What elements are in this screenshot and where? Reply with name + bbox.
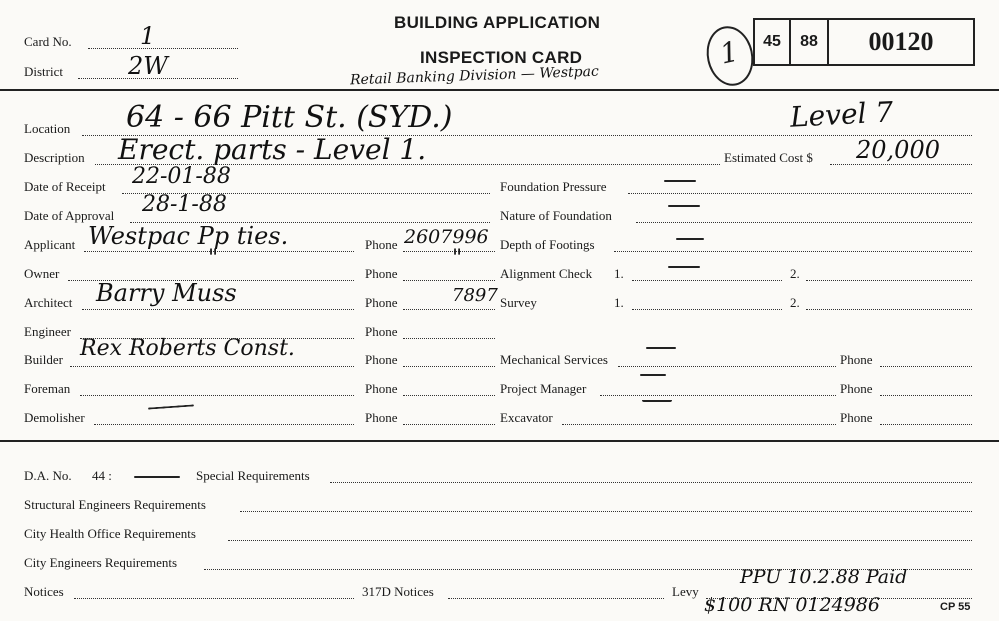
demolisher-line <box>94 424 354 425</box>
estimated-cost-label: Estimated Cost $ <box>724 150 813 165</box>
architect-line <box>82 309 354 310</box>
estimated-cost-line <box>830 164 972 165</box>
special-requirements-label: Special Requirements <box>196 468 310 483</box>
card-no-label: Card No. <box>24 34 72 49</box>
levy-label: Levy <box>672 584 699 599</box>
builder-value: Rex Roberts Const. <box>80 336 295 361</box>
engineer-phone-line <box>403 338 495 339</box>
city-health-line <box>228 540 972 541</box>
card-no-line <box>88 48 238 49</box>
top-rule <box>0 89 999 91</box>
depth-of-footings-label: Depth of Footings <box>500 237 595 252</box>
owner-phone-label: Phone <box>365 266 398 281</box>
header-note: Retail Banking Division — Westpac <box>349 63 600 89</box>
date-of-approval-label: Date of Approval <box>24 208 115 223</box>
survey-label: Survey <box>500 295 537 310</box>
alignment-check-dash <box>668 266 700 268</box>
excavator-phone-line <box>880 424 972 425</box>
owner-phone-line <box>403 280 495 281</box>
location-value: 64 - 66 Pitt St. (SYD.) <box>126 100 453 135</box>
foundation-pressure-dash <box>664 180 696 182</box>
location-extra: Level 7 <box>789 95 895 134</box>
owner-value: " <box>208 246 219 271</box>
file-number-box <box>753 18 975 66</box>
circled-number-mark <box>701 22 758 90</box>
da-no-label: D.A. No. <box>24 468 72 483</box>
architect-value: Barry Muss <box>96 279 237 307</box>
notices-317d-line <box>448 598 664 599</box>
alignment-check-2-line <box>806 280 972 281</box>
location-label: Location <box>24 121 71 136</box>
mechanical-services-line <box>618 366 836 367</box>
nature-of-foundation-line <box>636 222 972 223</box>
foreman-phone-line <box>403 395 495 396</box>
engineer-phone-label: Phone <box>365 324 398 339</box>
applicant-phone-line <box>403 251 495 252</box>
excavator-phone-label: Phone <box>840 410 873 425</box>
file-number-part-2: 88 <box>800 33 818 50</box>
special-requirements-line <box>330 482 972 483</box>
nature-of-foundation-dash <box>668 205 700 207</box>
district-value: 2W <box>128 52 168 80</box>
applicant-line <box>84 251 354 252</box>
builder-phone-line <box>403 366 495 367</box>
architect-phone-label: Phone <box>365 295 398 310</box>
depth-of-footings-dash <box>676 238 704 240</box>
excavator-dash <box>642 400 672 402</box>
builder-phone-label: Phone <box>365 352 398 367</box>
engineer-label: Engineer <box>24 324 71 339</box>
architect-label: Architect <box>24 295 73 310</box>
project-manager-phone-line <box>880 395 972 396</box>
owner-label: Owner <box>24 266 60 281</box>
circled-number: 1 <box>717 34 742 71</box>
city-health-label: City Health Office Requirements <box>24 526 196 541</box>
excavator-line <box>562 424 836 425</box>
foundation-pressure-line <box>628 193 972 194</box>
estimated-cost-value: 20,000 <box>856 136 940 164</box>
levy-value: PPU 10.2.88 Paid <box>740 566 908 588</box>
depth-of-footings-line <box>614 251 972 252</box>
demolisher-dash <box>148 404 194 409</box>
date-of-receipt-value: 22-01-88 <box>132 164 231 189</box>
demolisher-phone-line <box>403 424 495 425</box>
da-no-value: 44 : <box>92 468 112 483</box>
applicant-label: Applicant <box>24 237 76 252</box>
mechanical-services-phone-line <box>880 366 972 367</box>
middle-rule <box>0 440 999 442</box>
owner-phone-value: " <box>452 246 463 271</box>
nature-of-foundation-label: Nature of Foundation <box>500 208 612 223</box>
title-line-1: BUILDING APPLICATION <box>394 13 601 32</box>
architect-phone-line <box>403 309 495 310</box>
date-of-receipt-label: Date of Receipt <box>24 179 106 194</box>
mechanical-services-dash <box>646 347 676 349</box>
receipt-value: $100 RN 0124986 <box>704 594 880 616</box>
project-manager-label: Project Manager <box>500 381 587 396</box>
structural-engineers-label: Structural Engineers Requirements <box>24 497 206 512</box>
project-manager-line <box>600 395 836 396</box>
mechanical-services-phone-label: Phone <box>840 352 873 367</box>
survey-1-label: 1. <box>614 295 624 310</box>
alignment-check-1-label: 1. <box>614 266 624 281</box>
survey-1-line <box>632 309 782 310</box>
demolisher-phone-label: Phone <box>365 410 398 425</box>
alignment-check-label: Alignment Check <box>500 266 593 281</box>
alignment-check-2-label: 2. <box>790 266 800 281</box>
da-no-dash <box>134 476 180 478</box>
foundation-pressure-label: Foundation Pressure <box>500 179 607 194</box>
date-of-approval-value: 28-1-88 <box>142 192 227 217</box>
description-label: Description <box>24 150 85 165</box>
applicant-phone-value: 2607996 <box>404 226 489 248</box>
project-manager-phone-label: Phone <box>840 381 873 396</box>
notices-label: Notices <box>24 584 64 599</box>
alignment-check-1-line <box>632 280 782 281</box>
survey-2-label: 2. <box>790 295 800 310</box>
excavator-label: Excavator <box>500 410 553 425</box>
architect-phone-value: 7897 <box>452 285 498 306</box>
applicant-value: Westpac Pp ties. <box>88 222 289 250</box>
notices-317d-label: 317D Notices <box>362 584 434 599</box>
foreman-phone-label: Phone <box>365 381 398 396</box>
form-code: CP 55 <box>940 601 971 613</box>
structural-engineers-line <box>240 511 972 512</box>
foreman-label: Foreman <box>24 381 71 396</box>
file-number-part-3: 00120 <box>868 27 934 56</box>
mechanical-services-label: Mechanical Services <box>500 352 608 367</box>
project-manager-dash <box>640 374 666 376</box>
notices-line <box>74 598 354 599</box>
applicant-phone-label: Phone <box>365 237 398 252</box>
city-engineers-label: City Engineers Requirements <box>24 555 178 570</box>
builder-label: Builder <box>24 352 63 367</box>
builder-line <box>70 366 354 367</box>
district-label: District <box>24 64 63 79</box>
demolisher-label: Demolisher <box>24 410 85 425</box>
foreman-line <box>80 395 354 396</box>
file-number-part-1: 45 <box>763 33 781 50</box>
survey-2-line <box>806 309 972 310</box>
description-value: Erect. parts - Level 1. <box>118 133 427 166</box>
title-line-2: INSPECTION CARD <box>420 48 583 67</box>
card-no-value: 1 <box>140 22 156 50</box>
